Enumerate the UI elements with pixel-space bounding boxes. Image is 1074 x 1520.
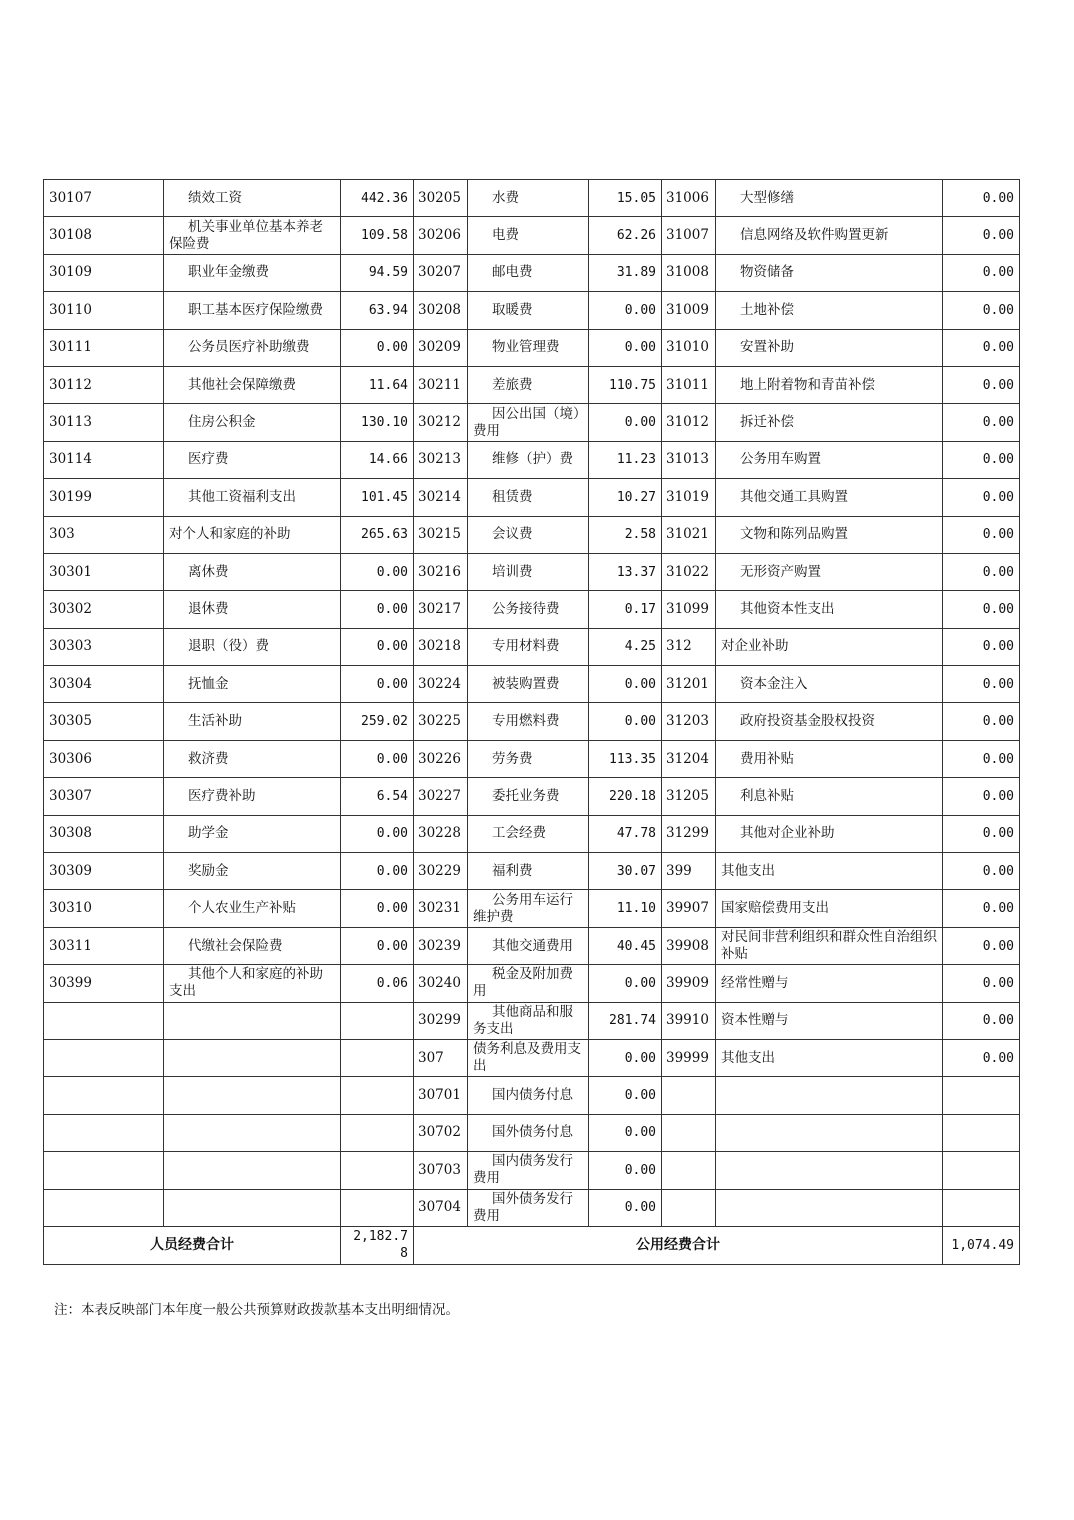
capital-item-code: 31010 [662,329,716,366]
budget-detail-table [43,179,1020,1265]
personnel-item-amount: 0.00 [341,740,414,777]
personnel-item-name: 奖励金 [164,853,341,890]
personnel-item-amount: 0.00 [341,666,414,703]
public-item-amount: 0.00 [589,703,662,740]
personnel-item-amount: 0.00 [341,591,414,628]
capital-item-name [716,1189,943,1226]
public-item-amount: 0.00 [589,1039,662,1076]
table-row [44,1077,1020,1114]
personnel-item-name: 退休费 [164,591,341,628]
public-item-amount: 0.00 [589,1189,662,1226]
public-item-code: 307 [414,1039,468,1076]
capital-item-code: 31203 [662,703,716,740]
capital-item-name: 大型修缮 [716,180,943,217]
public-item-name: 被装购置费 [468,666,589,703]
personnel-item-name: 机关事业单位基本养老保险费 [164,217,341,254]
capital-item-code: 31019 [662,479,716,516]
public-item-code: 30208 [414,292,468,329]
public-item-code: 30227 [414,778,468,815]
table-row [44,1152,1020,1189]
personnel-item-code: 30114 [44,441,164,478]
personnel-total-amount: 2,182.78 [341,1226,414,1264]
capital-item-code: 39908 [662,927,716,964]
capital-item-amount [943,1077,1020,1114]
public-item-amount: 62.26 [589,217,662,254]
capital-item-amount: 0.00 [943,815,1020,852]
capital-item-name: 土地补偿 [716,292,943,329]
personnel-item-code: 30310 [44,890,164,927]
capital-item-code: 31022 [662,553,716,590]
personnel-item-name [164,1152,341,1189]
table-row [44,815,1020,852]
capital-item-name: 对民间非营利组织和群众性自治组织补贴 [716,927,943,964]
personnel-item-name [164,1039,341,1076]
table-row [44,180,1020,217]
capital-item-code: 31205 [662,778,716,815]
table-row [44,441,1020,478]
public-item-code: 30231 [414,890,468,927]
public-item-name: 税金及附加费用 [468,965,589,1002]
public-item-amount: 2.58 [589,516,662,553]
capital-item-amount: 0.00 [943,441,1020,478]
table-row [44,1002,1020,1039]
table-row [44,666,1020,703]
personnel-item-name: 抚恤金 [164,666,341,703]
personnel-item-name: 其他工资福利支出 [164,479,341,516]
public-item-name: 电费 [468,217,589,254]
capital-item-amount [943,1152,1020,1189]
capital-item-code: 31007 [662,217,716,254]
capital-item-name [716,1114,943,1151]
capital-item-code: 31204 [662,740,716,777]
capital-item-code [662,1077,716,1114]
capital-item-amount: 0.00 [943,927,1020,964]
personnel-item-code: 30309 [44,853,164,890]
personnel-item-amount: 0.00 [341,329,414,366]
personnel-item-code: 30113 [44,404,164,441]
personnel-item-name: 其他社会保障缴费 [164,366,341,403]
personnel-item-amount [341,1189,414,1226]
personnel-item-amount: 130.10 [341,404,414,441]
table-row [44,778,1020,815]
personnel-item-name: 代缴社会保险费 [164,927,341,964]
table-row [44,553,1020,590]
table-row [44,965,1020,1002]
personnel-item-code: 30109 [44,254,164,291]
public-item-code: 30209 [414,329,468,366]
capital-item-name: 其他支出 [716,1039,943,1076]
public-item-code: 30701 [414,1077,468,1114]
personnel-item-amount [341,1002,414,1039]
capital-item-name: 政府投资基金股权投资 [716,703,943,740]
personnel-item-amount: 0.00 [341,853,414,890]
personnel-item-code: 30110 [44,292,164,329]
table-row [44,890,1020,927]
capital-item-amount [943,1189,1020,1226]
table-row [44,516,1020,553]
personnel-item-code: 30307 [44,778,164,815]
public-total-amount: 1,074.49 [943,1226,1020,1264]
public-item-code: 30207 [414,254,468,291]
public-item-name: 租赁费 [468,479,589,516]
public-item-amount: 0.00 [589,292,662,329]
public-item-amount: 47.78 [589,815,662,852]
public-item-amount: 281.74 [589,1002,662,1039]
public-item-amount: 13.37 [589,553,662,590]
capital-item-amount: 0.00 [943,180,1020,217]
personnel-item-code [44,1002,164,1039]
capital-item-code: 39999 [662,1039,716,1076]
personnel-item-code: 303 [44,516,164,553]
capital-item-code: 39909 [662,965,716,1002]
capital-item-name: 国家赔偿费用支出 [716,890,943,927]
personnel-item-amount [341,1114,414,1151]
personnel-item-name: 职工基本医疗保险缴费 [164,292,341,329]
public-item-name: 国内债务付息 [468,1077,589,1114]
public-item-amount: 0.00 [589,404,662,441]
public-item-code: 30299 [414,1002,468,1039]
capital-item-code [662,1189,716,1226]
table-row [44,591,1020,628]
public-item-name: 会议费 [468,516,589,553]
public-item-name: 其他商品和服务支出 [468,1002,589,1039]
personnel-item-amount [341,1077,414,1114]
personnel-item-name [164,1114,341,1151]
table-row [44,1114,1020,1151]
personnel-item-name: 生活补助 [164,703,341,740]
capital-item-name [716,1152,943,1189]
public-item-name: 工会经费 [468,815,589,852]
public-total-label: 公用经费合计 [414,1226,943,1264]
personnel-item-amount: 265.63 [341,516,414,553]
public-item-name: 专用燃料费 [468,703,589,740]
personnel-item-name: 个人农业生产补贴 [164,890,341,927]
public-item-amount: 110.75 [589,366,662,403]
personnel-item-amount: 0.00 [341,628,414,665]
capital-item-name [716,1077,943,1114]
capital-item-amount: 0.00 [943,366,1020,403]
public-item-name: 债务利息及费用支出 [468,1039,589,1076]
public-item-amount: 0.00 [589,1114,662,1151]
public-item-amount: 30.07 [589,853,662,890]
capital-item-amount: 0.00 [943,516,1020,553]
public-item-name: 委托业务费 [468,778,589,815]
capital-item-code: 31021 [662,516,716,553]
personnel-item-name: 公务员医疗补助缴费 [164,329,341,366]
personnel-item-code: 30112 [44,366,164,403]
capital-item-amount: 0.00 [943,479,1020,516]
personnel-item-name: 医疗费补助 [164,778,341,815]
personnel-item-code: 30311 [44,927,164,964]
capital-item-amount [943,1114,1020,1151]
personnel-item-amount: 101.45 [341,479,414,516]
public-item-name: 其他交通费用 [468,927,589,964]
capital-item-code [662,1114,716,1151]
capital-item-amount: 0.00 [943,404,1020,441]
table-row [44,404,1020,441]
capital-item-amount: 0.00 [943,703,1020,740]
personnel-item-code [44,1189,164,1226]
table-row [44,479,1020,516]
public-item-code: 30206 [414,217,468,254]
personnel-item-code: 30108 [44,217,164,254]
personnel-item-name: 绩效工资 [164,180,341,217]
capital-item-code: 31008 [662,254,716,291]
public-item-code: 30239 [414,927,468,964]
public-item-name: 水费 [468,180,589,217]
personnel-item-amount: 6.54 [341,778,414,815]
table-row [44,366,1020,403]
public-item-name: 培训费 [468,553,589,590]
personnel-item-amount: 11.64 [341,366,414,403]
capital-item-amount: 0.00 [943,1039,1020,1076]
personnel-item-name: 住房公积金 [164,404,341,441]
personnel-item-code: 30308 [44,815,164,852]
personnel-item-name [164,1002,341,1039]
capital-item-amount: 0.00 [943,1002,1020,1039]
public-item-amount: 15.05 [589,180,662,217]
personnel-item-name: 救济费 [164,740,341,777]
capital-item-amount: 0.00 [943,778,1020,815]
capital-item-amount: 0.00 [943,890,1020,927]
capital-item-name: 费用补贴 [716,740,943,777]
capital-item-name: 安置补助 [716,329,943,366]
public-item-code: 30215 [414,516,468,553]
capital-item-amount: 0.00 [943,553,1020,590]
totals-row [44,1226,1020,1264]
personnel-item-amount [341,1152,414,1189]
public-item-code: 30216 [414,553,468,590]
capital-item-name: 资本性赠与 [716,1002,943,1039]
public-item-code: 30225 [414,703,468,740]
public-item-name: 因公出国（境）费用 [468,404,589,441]
capital-item-name: 资本金注入 [716,666,943,703]
public-item-code: 30218 [414,628,468,665]
personnel-item-code [44,1077,164,1114]
capital-item-code: 39907 [662,890,716,927]
personnel-item-name [164,1077,341,1114]
public-item-code: 30702 [414,1114,468,1151]
personnel-item-code: 30303 [44,628,164,665]
public-item-code: 30211 [414,366,468,403]
capital-item-name: 文物和陈列品购置 [716,516,943,553]
public-item-name: 公务用车运行维护费 [468,890,589,927]
capital-item-amount: 0.00 [943,591,1020,628]
public-item-code: 30224 [414,666,468,703]
capital-item-amount: 0.00 [943,666,1020,703]
capital-item-name: 物资储备 [716,254,943,291]
capital-item-amount: 0.00 [943,292,1020,329]
table-note: 注：本表反映部门本年度一般公共预算财政拨款基本支出明细情况。 [54,1302,459,1318]
public-item-name: 物业管理费 [468,329,589,366]
public-item-name: 邮电费 [468,254,589,291]
public-item-code: 30240 [414,965,468,1002]
public-item-amount: 0.00 [589,1077,662,1114]
public-item-amount: 0.00 [589,965,662,1002]
personnel-item-name: 医疗费 [164,441,341,478]
table-body [44,180,1020,1227]
capital-item-name: 拆迁补偿 [716,404,943,441]
capital-item-code: 31013 [662,441,716,478]
capital-item-amount: 0.00 [943,217,1020,254]
public-item-amount: 11.23 [589,441,662,478]
public-item-amount: 0.00 [589,666,662,703]
table-row [44,740,1020,777]
personnel-item-code [44,1114,164,1151]
personnel-item-code: 30304 [44,666,164,703]
personnel-item-amount: 94.59 [341,254,414,291]
personnel-item-name [164,1189,341,1226]
table-row [44,217,1020,254]
personnel-item-code: 30199 [44,479,164,516]
public-item-code: 30205 [414,180,468,217]
public-item-amount: 0.00 [589,329,662,366]
personnel-item-code: 30302 [44,591,164,628]
capital-item-amount: 0.00 [943,628,1020,665]
public-item-amount: 10.27 [589,479,662,516]
personnel-item-amount: 0.00 [341,815,414,852]
capital-item-name: 经常性赠与 [716,965,943,1002]
capital-item-code [662,1152,716,1189]
personnel-total-label: 人员经费合计 [44,1226,341,1264]
public-item-name: 国外债务付息 [468,1114,589,1151]
table-row [44,1189,1020,1226]
capital-item-amount: 0.00 [943,329,1020,366]
table-row [44,292,1020,329]
personnel-item-code: 30399 [44,965,164,1002]
capital-item-code: 31299 [662,815,716,852]
capital-item-code: 31009 [662,292,716,329]
public-item-name: 差旅费 [468,366,589,403]
table-row [44,628,1020,665]
capital-item-code: 312 [662,628,716,665]
table-row [44,853,1020,890]
capital-item-name: 公务用车购置 [716,441,943,478]
personnel-item-name: 对个人和家庭的补助 [164,516,341,553]
capital-item-name: 其他资本性支出 [716,591,943,628]
personnel-item-name: 离休费 [164,553,341,590]
capital-item-code: 31011 [662,366,716,403]
personnel-item-amount: 0.00 [341,890,414,927]
personnel-item-amount: 442.36 [341,180,414,217]
public-item-code: 30213 [414,441,468,478]
capital-item-name: 对企业补助 [716,628,943,665]
public-item-code: 30217 [414,591,468,628]
personnel-item-name: 助学金 [164,815,341,852]
table-row [44,927,1020,964]
capital-item-code: 39910 [662,1002,716,1039]
public-item-amount: 11.10 [589,890,662,927]
personnel-item-code [44,1039,164,1076]
personnel-item-code: 30301 [44,553,164,590]
table-row [44,254,1020,291]
personnel-item-name: 职业年金缴费 [164,254,341,291]
personnel-item-code: 30107 [44,180,164,217]
capital-item-name: 其他对企业补助 [716,815,943,852]
personnel-item-amount: 109.58 [341,217,414,254]
public-item-name: 维修（护）费 [468,441,589,478]
public-item-code: 30214 [414,479,468,516]
personnel-item-code: 30111 [44,329,164,366]
public-item-code: 30212 [414,404,468,441]
personnel-item-amount: 0.06 [341,965,414,1002]
capital-item-amount: 0.00 [943,740,1020,777]
capital-item-name: 利息补贴 [716,778,943,815]
public-item-amount: 0.17 [589,591,662,628]
capital-item-name: 其他交通工具购置 [716,479,943,516]
personnel-item-name: 其他个人和家庭的补助支出 [164,965,341,1002]
personnel-item-amount: 63.94 [341,292,414,329]
capital-item-name: 地上附着物和青苗补偿 [716,366,943,403]
public-item-name: 国外债务发行费用 [468,1189,589,1226]
capital-item-name: 无形资产购置 [716,553,943,590]
public-item-code: 30704 [414,1189,468,1226]
public-item-code: 30228 [414,815,468,852]
capital-item-code: 31201 [662,666,716,703]
public-item-code: 30226 [414,740,468,777]
capital-item-amount: 0.00 [943,254,1020,291]
capital-item-code: 399 [662,853,716,890]
table-row [44,703,1020,740]
public-item-name: 劳务费 [468,740,589,777]
table-row [44,329,1020,366]
public-item-amount: 31.89 [589,254,662,291]
public-item-code: 30229 [414,853,468,890]
personnel-item-name: 退职（役）费 [164,628,341,665]
public-item-amount: 40.45 [589,927,662,964]
capital-item-amount: 0.00 [943,853,1020,890]
public-item-name: 取暖费 [468,292,589,329]
public-item-name: 福利费 [468,853,589,890]
public-item-amount: 0.00 [589,1152,662,1189]
personnel-item-code [44,1152,164,1189]
capital-item-amount: 0.00 [943,965,1020,1002]
capital-item-code: 31006 [662,180,716,217]
capital-item-name: 信息网络及软件购置更新 [716,217,943,254]
personnel-item-code: 30306 [44,740,164,777]
capital-item-name: 其他支出 [716,853,943,890]
public-item-name: 公务接待费 [468,591,589,628]
public-item-code: 30703 [414,1152,468,1189]
public-item-amount: 113.35 [589,740,662,777]
public-item-amount: 4.25 [589,628,662,665]
capital-item-code: 31099 [662,591,716,628]
personnel-item-amount: 14.66 [341,441,414,478]
personnel-item-amount [341,1039,414,1076]
personnel-item-amount: 0.00 [341,553,414,590]
capital-item-code: 31012 [662,404,716,441]
personnel-item-amount: 259.02 [341,703,414,740]
table-row [44,1039,1020,1076]
public-item-name: 国内债务发行费用 [468,1152,589,1189]
public-item-amount: 220.18 [589,778,662,815]
personnel-item-amount: 0.00 [341,927,414,964]
public-item-name: 专用材料费 [468,628,589,665]
personnel-item-code: 30305 [44,703,164,740]
